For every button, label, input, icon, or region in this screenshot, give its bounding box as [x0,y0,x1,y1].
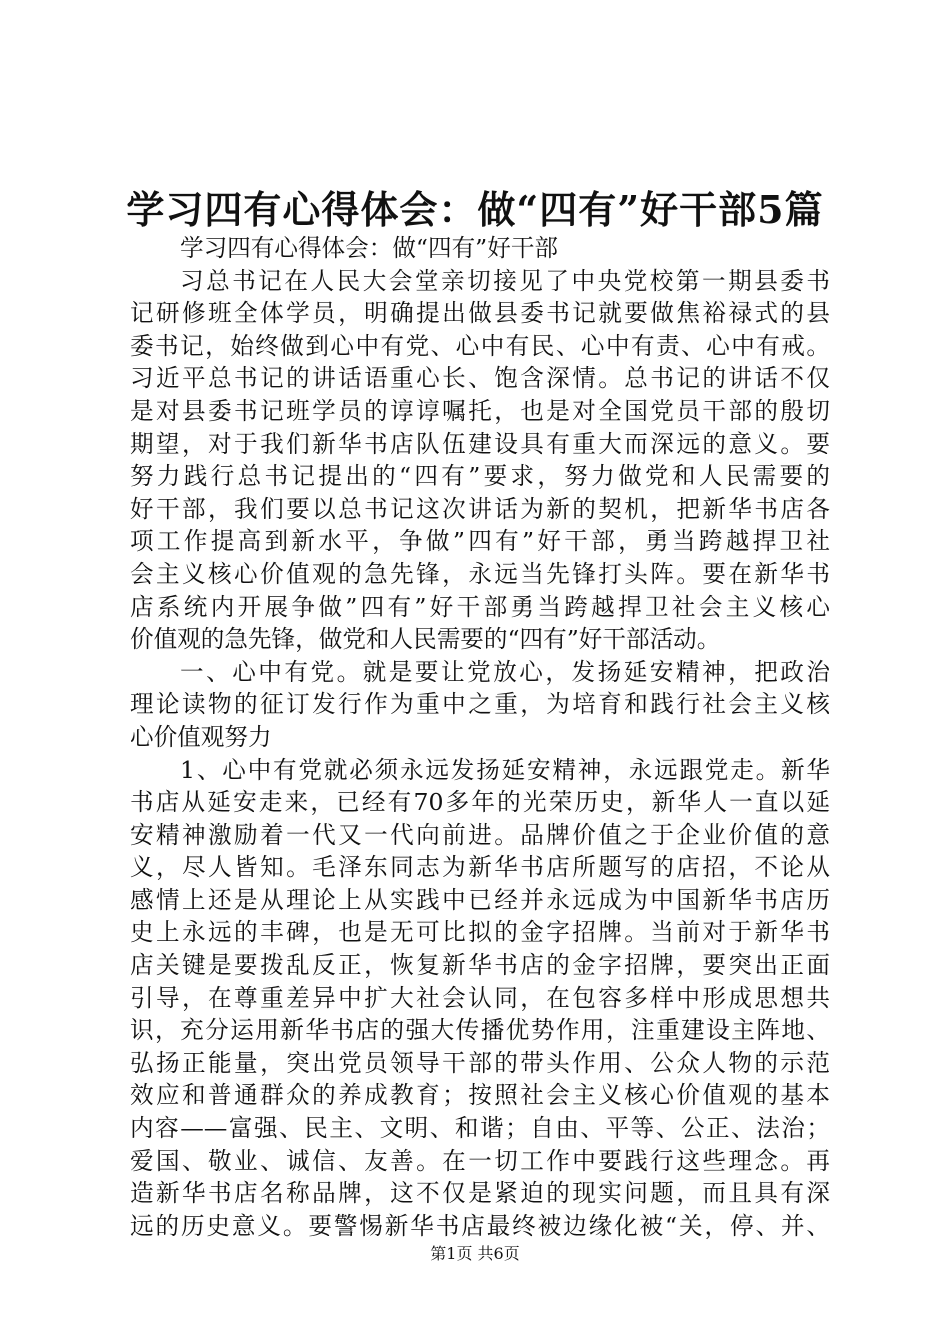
text-line: 一、心中有党。就是要让党放心，发扬延安精神，把政治 [180,657,830,686]
text-line: 记研修班全体学员，明确提出做县委书记就要做焦裕禄式的县 [130,299,830,328]
text-line: 项工作提高到新水平，争做”四有”好干部，勇当跨越捍卫社 [130,527,830,556]
text-line: 习总书记在人民大会堂亲切接见了中央党校第一期县委书 [180,266,830,295]
text-line: 价值观的急先锋，做党和人民需要的“四有”好干部活动。 [130,625,721,654]
document-title: 学习四有心得体会：做“四有”好干部5篇 [126,187,824,232]
text-line: 内容——富强、民主、文明、和谐；自由、平等、公正、法治； [130,1114,830,1143]
text-line: 学习四有心得体会：做“四有”好干部 [180,234,559,262]
text-line: 是对县委书记班学员的谆谆嘱托，也是对全国党员干部的殷切 [130,396,830,425]
text-line: 委书记，始终做到心中有党、心中有民、心中有责、心中有戒。 [130,331,830,360]
text-line: 习近平总书记的讲话语重心长、饱含深情。总书记的讲话不仅 [130,364,830,393]
text-line: 期望，对于我们新华书店队伍建设具有重大而深远的意义。要 [130,429,830,458]
text-line: 效应和普通群众的养成教育；按照社会主义核心价值观的基本 [130,1081,830,1110]
text-line: 理论读物的征订发行作为重中之重，为培育和践行社会主义核 [130,690,830,719]
text-line: 感情上还是从理论上从实践中已经并永远成为中国新华书店历 [130,885,830,914]
text-line: 书店从延安走来，已经有70多年的光荣历史，新华人一直以延 [130,788,830,817]
text-line: 会主义核心价值观的急先锋，永远当先锋打头阵。要在新华书 [130,559,830,588]
text-line: 爱国、敬业、诚信、友善。在一切工作中要践行这些理念。再 [130,1146,830,1175]
text-line: 造新华书店名称品牌，这不仅是紧迫的现实问题，而且具有深 [130,1179,830,1208]
text-line: 弘扬正能量，突出党员领导干部的带头作用、公众人物的示范 [130,1048,830,1077]
text-line: 心价值观努力 [130,722,272,751]
text-line: 义，尽人皆知。毛泽东同志为新华书店所题写的店招，不论从 [130,853,830,882]
text-line: 引导，在尊重差异中扩大社会认同，在包容多样中形成思想共 [130,983,830,1012]
text-line: 远的历史意义。要警惕新华书店最终被边缘化被“关，停、并、 [130,1211,830,1240]
text-line: 1、心中有党就必须永远发扬延安精神，永远跟党走。新华 [180,755,830,784]
text-line: 店系统内开展争做”四有”好干部勇当跨越捍卫社会主义核心 [130,592,830,621]
text-line: 安精神激励着一代又一代向前进。品牌价值之于企业价值的意 [130,820,830,849]
document-body [130,232,830,1242]
text-line: 史上永远的丰碑，也是无可比拟的金字招牌。当前对于新华书 [130,918,830,947]
text-line: 努力践行总书记提出的“四有”要求，努力做党和人民需要的 [130,462,830,491]
text-line: 店关键是要拨乱反正，恢复新华书店的金字招牌，要突出正面 [130,951,830,980]
page-footer: 第1页 共6页 [430,1244,520,1263]
text-line: 识，充分运用新华书店的强大传播优势作用，注重建设主阵地、 [130,1016,830,1045]
text-line: 好干部，我们要以总书记这次讲话为新的契机，把新华书店各 [130,494,830,523]
